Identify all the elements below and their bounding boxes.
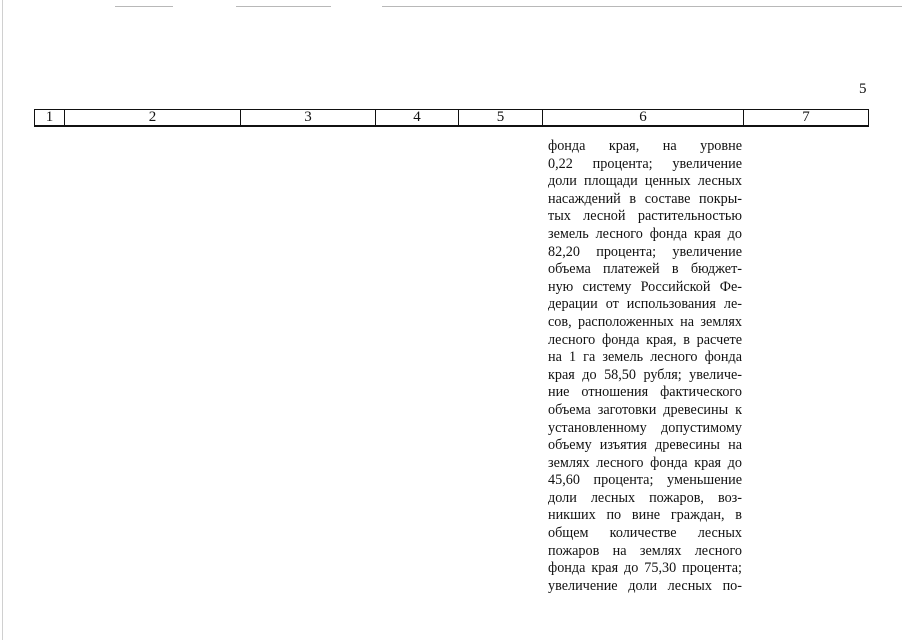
text-line: объема заготовки древесины к <box>548 401 742 418</box>
text-line: фонда края до 75,30 процента; <box>548 560 742 577</box>
column-header-1: 1 <box>35 110 65 127</box>
text-line: 82,20 процента; увеличение <box>548 243 742 260</box>
text-line: никших по вине граждан, в <box>548 507 742 524</box>
table-row <box>35 110 869 127</box>
page-edge-line <box>2 0 3 640</box>
scan-artifact-line <box>236 6 331 7</box>
text-line: дерации от использования ле- <box>548 296 742 313</box>
text-line: ние отношения фактического <box>548 384 742 401</box>
text-line: объему изъятия древесины на <box>548 437 742 454</box>
text-line: доли лесных пожаров, воз- <box>548 489 742 506</box>
text-line: 0,22 процента; увеличение <box>548 155 742 172</box>
column-6-text <box>548 138 742 595</box>
text-line: общем количестве лесных <box>548 525 742 542</box>
table-header-row <box>34 109 869 127</box>
scan-artifact-line <box>382 6 902 7</box>
text-line: землях лесного фонда края до <box>548 454 742 471</box>
text-line: на 1 га земель лесного фонда <box>548 349 742 366</box>
text-line: края до 58,50 рубля; увеличе- <box>548 366 742 383</box>
text-line: ную систему Российской Фе- <box>548 278 742 295</box>
column-header-5: 5 <box>459 110 543 127</box>
text-line: сов, расположенных на землях <box>548 313 742 330</box>
text-line: насаждений в составе покры- <box>548 190 742 207</box>
text-line: 45,60 процента; уменьшение <box>548 472 742 489</box>
text-line: увеличение доли лесных по- <box>548 577 742 594</box>
text-line: установленному допустимому <box>548 419 742 436</box>
column-header-3: 3 <box>241 110 376 127</box>
column-header-7: 7 <box>744 110 869 127</box>
page-number: 5 <box>859 81 867 97</box>
scan-artifact-line <box>115 6 173 7</box>
text-line: пожаров на землях лесного <box>548 542 742 559</box>
column-header-6: 6 <box>543 110 744 127</box>
text-line: доли площади ценных лесных <box>548 173 742 190</box>
text-line: объема платежей в бюджет- <box>548 261 742 278</box>
text-line: лесного фонда края, в расчете <box>548 331 742 348</box>
column-header-2: 2 <box>65 110 241 127</box>
text-line: тых лесной растительностью <box>548 208 742 225</box>
text-line: фонда края, на уровне <box>548 138 742 154</box>
text-line: земель лесного фонда края до <box>548 225 742 242</box>
column-header-4: 4 <box>376 110 459 127</box>
